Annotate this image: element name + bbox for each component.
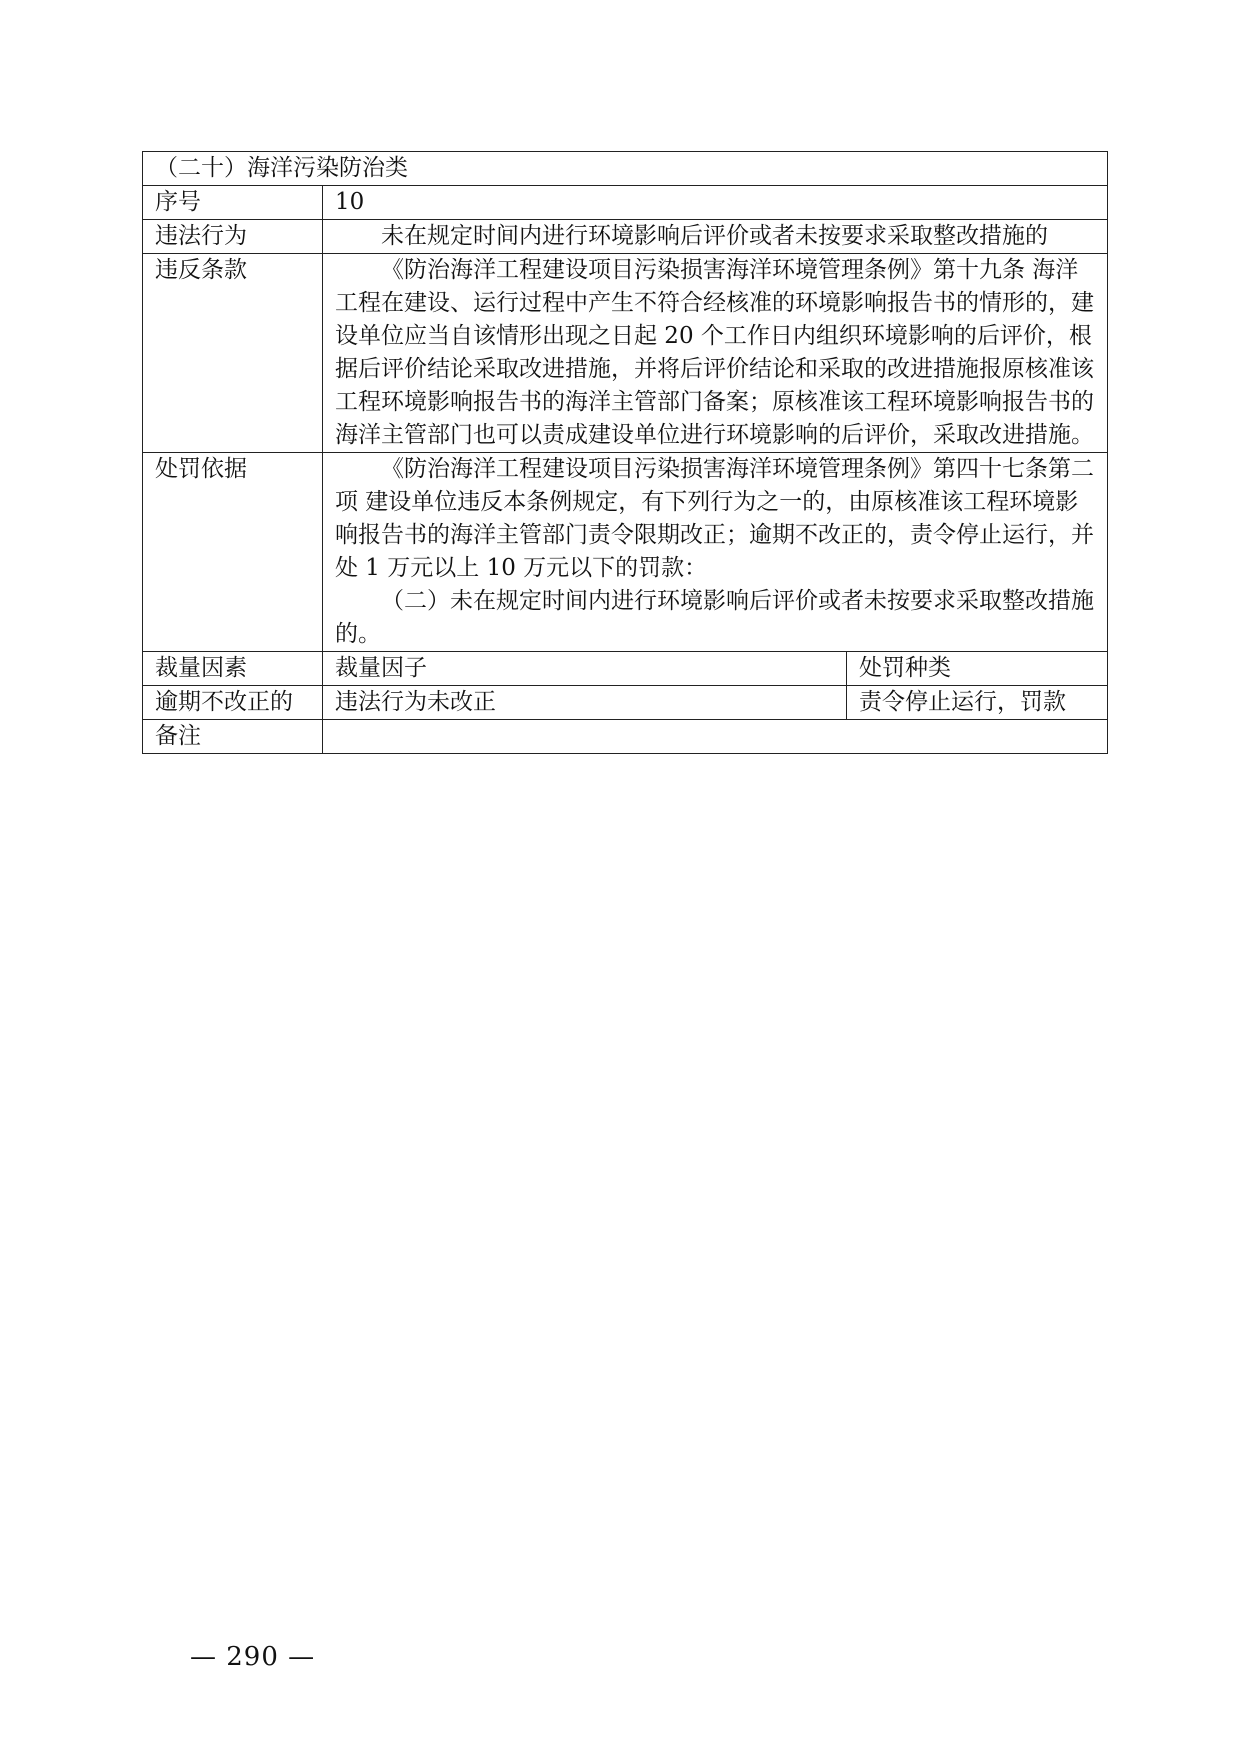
serial-value: 10 xyxy=(323,186,1108,220)
discretion-row-label: 逾期不改正的 xyxy=(143,686,323,720)
discretion-row-factor: 违法行为未改正 xyxy=(323,686,847,720)
remarks-row xyxy=(143,720,1108,754)
violated-clause-value: 《防治海洋工程建设项目污染损害海洋环境管理条例》第十九条 海洋工程在建设、运行过程中产生不符合经核准的环境影响报告书的情形的，建设单位应当自该情形出现之日起 20 个工作日内组织环境影响的后评价，根据后评价结论采取改进措施，并将后评价结论和采取的改进措施报原核准该工程环境影响报告书的海洋主管部门备案；原核准该工程环境影响报告书的海洋主管部门也可以责成建设单位进行环境影响的后评价，采取改进措施。 xyxy=(335,257,1094,448)
penalty-basis-row xyxy=(143,453,1108,652)
discretion-header-row xyxy=(143,652,1108,686)
discretion-data-row xyxy=(143,686,1108,720)
discretion-factor-label: 裁量因素 xyxy=(143,652,323,686)
illegal-act-cell xyxy=(323,220,1108,254)
violated-clause-row xyxy=(143,254,1108,453)
illegal-act-row xyxy=(143,220,1108,254)
discretion-factor-header: 裁量因子 xyxy=(323,652,847,686)
serial-label: 序号 xyxy=(143,186,323,220)
violated-clause-cell xyxy=(323,254,1108,453)
remarks-label: 备注 xyxy=(143,720,323,754)
section-title: （二十）海洋污染防治类 xyxy=(143,152,1108,186)
regulation-table xyxy=(142,151,1108,754)
penalty-basis-label: 处罚依据 xyxy=(143,453,323,652)
penalty-type-header: 处罚种类 xyxy=(847,652,1108,686)
serial-row xyxy=(143,186,1108,220)
page-number: — 290 — xyxy=(190,1642,316,1672)
penalty-basis-paragraph-1: 《防治海洋工程建设项目污染损害海洋环境管理条例》第四十七条第二项 建设单位违反本条例规定，有下列行为之一的，由原核准该工程环境影响报告书的海洋主管部门责令限期改正；逾期不改正的，责令停止运行，并处 1 万元以上 10 万元以下的罚款： xyxy=(335,456,1094,581)
penalty-basis-cell xyxy=(323,453,1108,652)
violated-clause-label: 违反条款 xyxy=(143,254,323,453)
penalty-basis-paragraph-2: （二）未在规定时间内进行环境影响后评价或者未按要求采取整改措施的。 xyxy=(335,588,1094,647)
section-title-row xyxy=(143,152,1108,186)
remarks-value xyxy=(323,720,1108,754)
illegal-act-value: 未在规定时间内进行环境影响后评价或者未按要求采取整改措施的 xyxy=(381,223,1048,249)
discretion-row-penalty-type: 责令停止运行，罚款 xyxy=(847,686,1108,720)
illegal-act-label: 违法行为 xyxy=(143,220,323,254)
